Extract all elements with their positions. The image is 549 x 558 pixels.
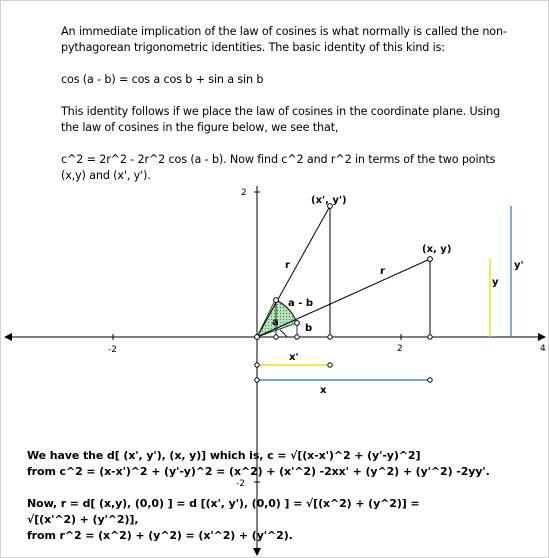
point-axis <box>274 335 278 339</box>
y-tick-label: 2 <box>241 188 247 198</box>
y-axis-down-arrow <box>253 548 261 556</box>
point-unit-a <box>274 298 279 303</box>
x-tick-label: 2 <box>397 344 403 354</box>
x-label: x <box>320 385 327 396</box>
point-origin <box>255 335 260 340</box>
y-label: y <box>492 277 499 288</box>
conclusion-line-4: √[(x'^2) + (y'^2)], <box>27 513 139 526</box>
xp-segment-start <box>255 363 259 367</box>
x-axis-right-arrow <box>538 333 546 341</box>
point-xy <box>428 257 433 262</box>
conclusion-line-1: We have the d[ (x', y'), (x, y)] which is, c = √[(x-x')^2 + (y'-y)^2] <box>27 449 421 462</box>
angle-a-minus-b-label: a - b <box>288 298 314 309</box>
yp-label: y' <box>514 260 524 271</box>
angle-a-label: a <box>272 317 279 328</box>
conclusion-text <box>27 448 507 544</box>
point-unit-b <box>295 321 300 326</box>
xp-label: x' <box>289 352 299 363</box>
point-axis <box>295 335 299 339</box>
intro-paragraph-1: An immediate implication of the law of cosines is what normally is called the non-pythagorean trigonometric identities. The basic identity of this kind is: <box>61 25 507 54</box>
point-axis <box>428 335 432 339</box>
conclusion-line-2: from c^2 = (x-x')^2 + (y'-y)^2 = (x^2) + (x'^2) -2xx' + (y^2) + (y'^2) -2yy'. <box>27 465 490 478</box>
intro-paragraph-3: c^2 = 2r^2 - 2r^2 cos (a - b). Now find c^2 and r^2 in terms of the two points (x,y) and (x', y'). <box>61 153 499 182</box>
y-tick-label: -2 <box>236 479 245 489</box>
identity-formula: cos (a - b) = cos a cos b + sin a sin b <box>61 73 264 86</box>
xp-segment-end <box>328 363 332 367</box>
x-segment-end <box>428 378 432 382</box>
angle-b-label: b <box>305 323 313 334</box>
arc-b <box>280 330 287 337</box>
x-tick-label: -2 <box>108 345 117 355</box>
x-segment-start <box>255 378 259 382</box>
point-xy-label: (x, y) <box>422 244 452 255</box>
point-axis <box>328 335 332 339</box>
intro-paragraph-2: This identity follows if we place the law of cosines in the coordinate plane. Using the law of cosines in the figure below, we see that, <box>61 105 504 134</box>
conclusion-line-3: Now, r = d[ (x,y), (0,0) ] = d [(x', y'), (0,0) ] = √[(x^2) + (y^2)] = <box>27 497 420 510</box>
x-tick-label: 4 <box>540 344 546 354</box>
radius-label-left: r <box>285 260 290 271</box>
x-axis-left-arrow <box>4 333 12 341</box>
radius-label-right: r <box>380 266 385 277</box>
conclusion-line-5: from r^2 = (x^2) + (y^2) = (x'^2) + (y'^2). <box>27 529 293 542</box>
radius-to-xy <box>257 259 430 337</box>
point-xpyp-label: (x', y') <box>311 195 347 206</box>
